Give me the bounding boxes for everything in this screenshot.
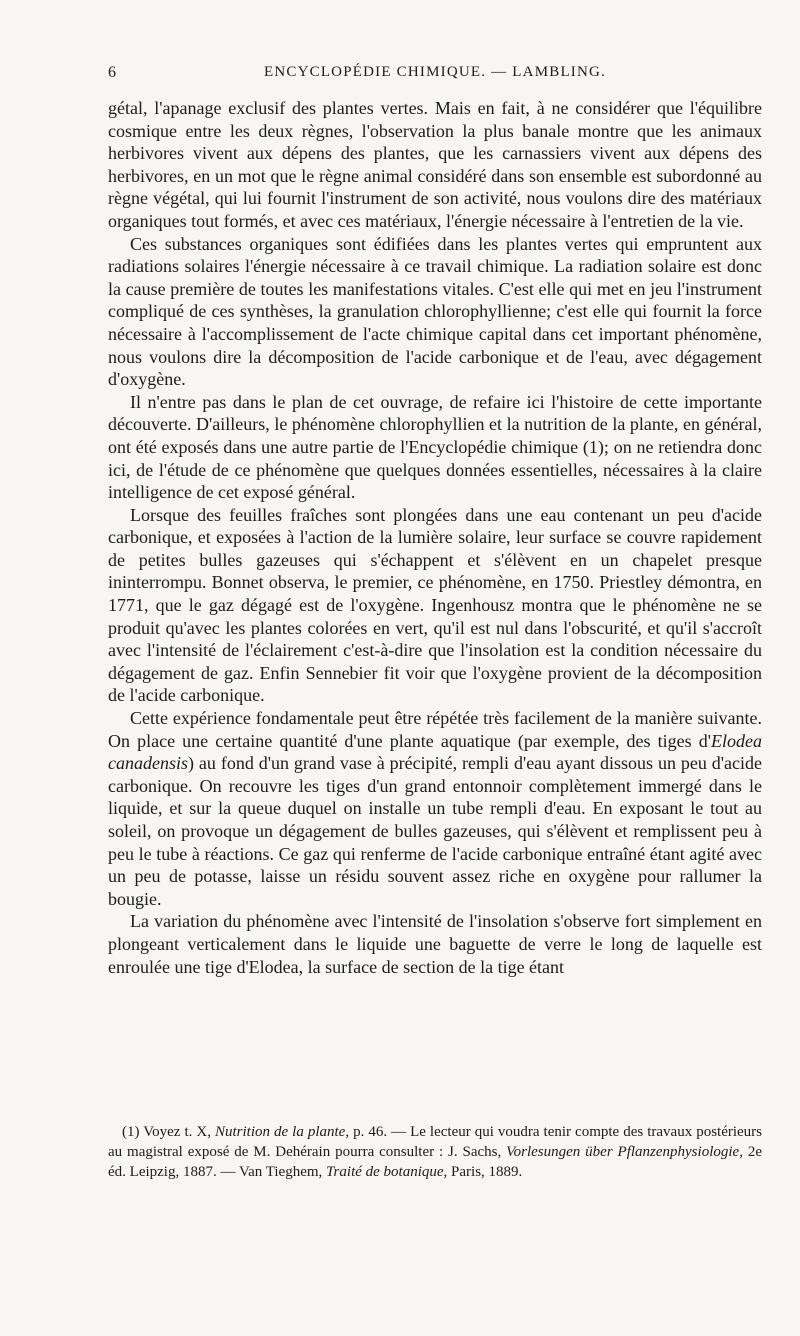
footnote-title: Nutrition de la plante bbox=[214, 1124, 346, 1140]
running-title: ENCYCLOPÉDIE CHIMIQUE. — LAMBLING. bbox=[263, 64, 607, 80]
footnote-title: Traité de botanique bbox=[326, 1164, 444, 1180]
paragraph: Il n'entre pas dans le plan de cet ouvrage, de refaire ici l'histoire de cette importante découverte. D'ailleurs, le phénomène chlorophyllien et la nutrition de la plante, en général, ont été exposés dans une autre partie de l'Encyclopédie chimique (1); on ne retiendra donc ici, de l'étude de ce phénomène que quelques données essentielles, nécessaires à la claire intelligence de cet exposé général. bbox=[108, 391, 762, 503]
footnote-text: , p. 46. — Le lecteur qui voudra tenir compte des travaux postérieurs au magistral exposé de M. Dehérain pourra consulter : J. Sachs, bbox=[108, 1124, 763, 1160]
paragraph: gétal, l'apanage exclusif des plantes vertes. Mais en fait, à ne considérer que l'équilibre cosmique entre les deux règnes, l'observation la plus banale montre que les animaux herbivores vivent aux dépens des plantes, que les carnassiers vivent aux dépens des herbivores, en un mot que le règne animal considéré dans son ensemble est subordonné au règne végétal, qui lui fournit l'instrument de son activité, nous voulons dire des matériaux organiques tout formés, et avec ces matériaux, l'énergie nécessaire à l'entretien de la vie. bbox=[108, 98, 762, 231]
footnotes bbox=[108, 1122, 762, 1182]
paragraph bbox=[108, 707, 762, 910]
paragraph: Lorsque des feuilles fraîches sont plongées dans une eau contenant un peu d'acide carbonique, et exposées à l'action de la lumière solaire, leur surface se couvre rapidement de petites bulles gazeuses qui s'échappent et s'élèvent en un chapelet presque ininterrompu. Bonnet observa, le premier, ce phénomène, en 1750. Priestley démontra, en 1771, que le gaz dégagé est de l'oxygène. Ingenhousz montra que le phénomène ne se produit qu'avec les plantes colorées en vert, qu'il est nul dans l'obscurité, et qu'il s'accroît avec l'intensité de l'éclairement c'est-à-dire que l'insolation est la condition nécessaire du dégagement de gaz. Enfin Sennebier fit voir que l'oxygène provient de la décomposition de l'acide carbonique. bbox=[108, 504, 762, 706]
footnote-title: Vorlesungen über Pflanzenphysiologie bbox=[506, 1144, 740, 1160]
footnote-text: , 2e éd. Leipzig, 1887. — Van Tieghem, bbox=[108, 1144, 762, 1180]
running-head bbox=[108, 64, 762, 88]
paragraph: Ces substances organiques sont édifiées dans les plantes vertes qui empruntent aux radiations solaires l'énergie nécessaire à ce travail chimique. La radiation solaire est donc la cause première de toutes les manifestations vitales. C'est elle qui met en jeu l'instrument compliqué de ces synthèses, la granulation chlorophyllienne; c'est elle qui fournit la force nécessaire à l'accomplissement de l'acte chimique capital dans cet important phénomène, nous voulons dire la décomposition de l'acide carbonique et de l'eau, avec dégagement d'oxygène. bbox=[108, 233, 762, 390]
body-text bbox=[108, 97, 762, 978]
footnote-text: , Paris, 1889. bbox=[443, 1164, 523, 1180]
species-name: Elodea canadensis bbox=[108, 730, 762, 774]
paragraph: La variation du phénomène avec l'intensité de l'insolation s'observe fort simplement en plongeant verticalement dans le liquide une baguette de verre le long de laquelle est enroulée une tige d'Elodea, la surface de section de la tige étant bbox=[108, 911, 762, 977]
footnote bbox=[108, 1122, 762, 1182]
text-run: Cette expérience fondamentale peut être répétée très facilement de la manière suivante. On place une certaine quantité d'une plante aquatique (par exemple, des tiges d' bbox=[108, 708, 762, 751]
text-run: ) au fond d'un grand vase à précipité, rempli d'eau ayant dissous un peu d'acide carbonique. On recouvre les tiges d'un grand entonnoir complètement immergé dans le liquide, et sur la queue duquel on installe un tube rempli d'eau. En exposant le tout au soleil, on provoque un dégagement de bulles gazeuses, qui s'élèvent et remplissent peu à peu le tube à réactions. Ce gaz qui renferme de l'acide carbonique entraîné étant agité avec un peu de potasse, laisse un résidu souvent assez riche en oxygène pour rallumer la bougie. bbox=[108, 753, 762, 909]
page-number: 6 bbox=[108, 64, 116, 81]
footnote-text: (1) Voyez t. X, bbox=[122, 1124, 215, 1140]
